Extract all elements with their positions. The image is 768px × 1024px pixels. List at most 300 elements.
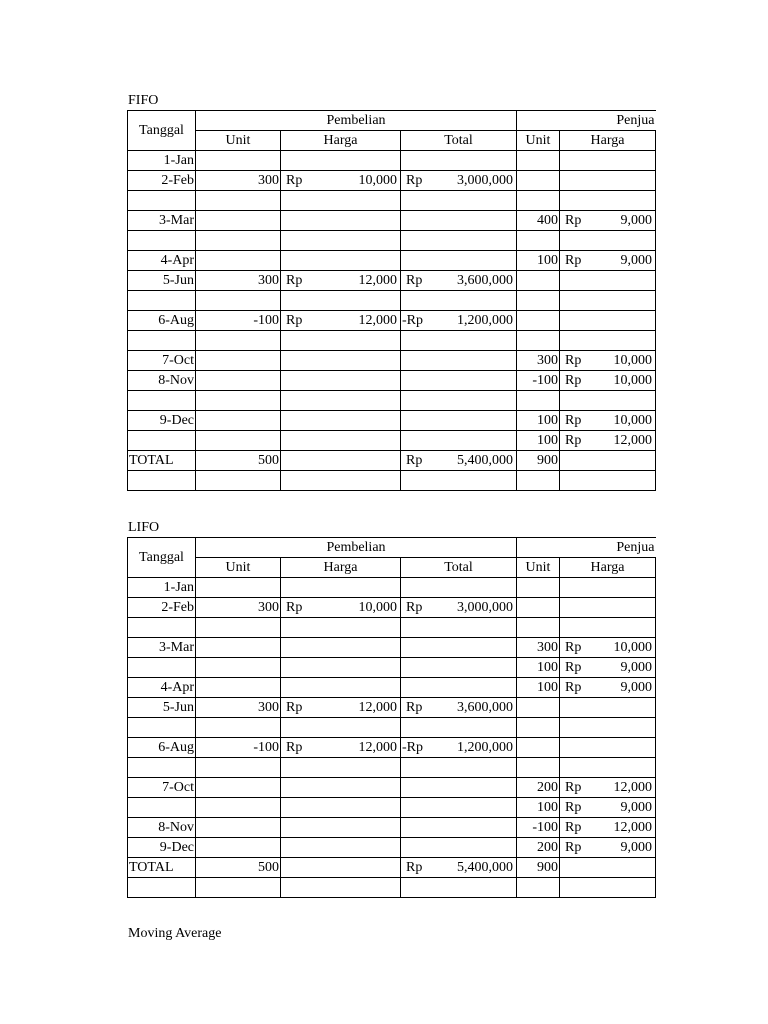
purchase-total-cell [401,351,517,371]
table-row [128,411,656,431]
table-row [128,471,656,491]
currency-label: Rp [286,740,303,755]
table-row [128,778,656,798]
sale-price-cell [560,838,656,858]
sale-unit-cell [517,191,560,211]
purchase-price-cell [281,151,401,171]
sale-unit-cell [517,331,560,351]
purchase-unit-cell [196,371,281,391]
table-row [128,618,656,638]
purchase-total-cell [401,878,517,898]
sale-price-cell [560,211,656,231]
date-cell [128,231,196,251]
purchase-total-cell [401,471,517,491]
currency-label: Rp [565,433,582,448]
purchase-unit-cell [196,638,281,658]
date-cell: 2-Feb [128,598,196,618]
header-total: Total [401,558,517,578]
purchase-total-cell [401,331,517,351]
amount-value: 12,000 [358,700,397,715]
currency-label: Rp [286,700,303,715]
purchase-unit-cell [196,151,281,171]
purchase-price-cell [281,251,401,271]
sale-unit-cell [517,878,560,898]
purchase-unit-cell: -100 [196,738,281,758]
date-cell: 9-Dec [128,411,196,431]
amount-value: 10,000 [613,640,652,655]
table-row [128,211,656,231]
date-cell: 3-Mar [128,211,196,231]
sale-unit-cell: 100 [517,798,560,818]
date-cell: 6-Aug [128,311,196,331]
amount-value: 12,000 [613,780,652,795]
amount-value: 10,000 [613,373,652,388]
purchase-unit-cell [196,191,281,211]
fifo-rows [128,151,656,491]
table-row [128,658,656,678]
amount-value: 12,000 [358,740,397,755]
purchase-price-cell [281,431,401,451]
date-cell: 3-Mar [128,638,196,658]
table-row [128,838,656,858]
lifo-title: LIFO [128,520,160,535]
purchase-price-cell [281,211,401,231]
purchase-total-cell [401,858,517,878]
date-cell [128,878,196,898]
amount-value: 5,400,000 [457,453,513,468]
purchase-total-cell [401,838,517,858]
table-row [128,331,656,351]
sale-price-cell [560,411,656,431]
purchase-price-cell [281,738,401,758]
purchase-total-cell [401,451,517,471]
sale-unit-cell: -100 [517,371,560,391]
currency-label: Rp [286,173,303,188]
sale-unit-cell [517,471,560,491]
sale-price-cell [560,598,656,618]
date-cell [128,391,196,411]
table-row [128,598,656,618]
purchase-price-cell [281,798,401,818]
purchase-unit-cell [196,618,281,638]
currency-label: Rp [565,840,582,855]
fifo-table [127,110,656,491]
table-row [128,351,656,371]
table-row [128,758,656,778]
purchase-price-cell [281,351,401,371]
purchase-unit-cell [196,391,281,411]
currency-label: Rp [406,600,423,615]
purchase-unit-cell: 300 [196,271,281,291]
sale-unit-cell: 400 [517,211,560,231]
purchase-price-cell [281,658,401,678]
purchase-total-cell [401,371,517,391]
purchase-price-cell [281,371,401,391]
currency-label: Rp [406,453,423,468]
purchase-price-cell [281,271,401,291]
header-penjualan: Penjua [517,538,656,558]
purchase-price-cell [281,818,401,838]
sale-price-cell [560,638,656,658]
purchase-price-cell [281,191,401,211]
sale-price-cell [560,391,656,411]
sale-price-cell [560,758,656,778]
table-row [128,678,656,698]
purchase-price-cell [281,758,401,778]
sale-unit-cell [517,758,560,778]
currency-label: Rp [565,820,582,835]
sale-price-cell [560,618,656,638]
date-cell: 2-Feb [128,171,196,191]
sale-unit-cell: 900 [517,858,560,878]
sale-price-cell [560,271,656,291]
purchase-total-cell [401,738,517,758]
moving-average-heading: Moving Average [128,926,222,941]
sale-unit-cell: 300 [517,638,560,658]
sale-unit-cell: 100 [517,658,560,678]
sale-unit-cell: 100 [517,411,560,431]
sale-price-cell [560,718,656,738]
lifo-table [127,537,656,898]
date-cell [128,618,196,638]
header-pembelian: Pembelian [196,111,517,131]
purchase-unit-cell [196,251,281,271]
purchase-total-cell [401,758,517,778]
amount-value: 3,600,000 [457,700,513,715]
purchase-unit-cell [196,758,281,778]
amount-value: 10,000 [613,413,652,428]
date-cell: 7-Oct [128,351,196,371]
sale-unit-cell [517,618,560,638]
sale-unit-cell [517,171,560,191]
purchase-unit-cell [196,718,281,738]
purchase-price-cell [281,778,401,798]
table-row [128,578,656,598]
amount-value: 1,200,000 [457,740,513,755]
sale-price-cell [560,251,656,271]
header-tanggal: Tanggal [128,111,196,151]
purchase-total-cell [401,718,517,738]
sale-unit-cell [517,291,560,311]
amount-value: 9,000 [620,660,652,675]
table-row [128,271,656,291]
header-pembelian: Pembelian [196,538,517,558]
table-row [128,798,656,818]
date-cell [128,718,196,738]
purchase-price-cell [281,698,401,718]
purchase-price-cell [281,311,401,331]
currency-label: Rp [286,600,303,615]
purchase-price-cell [281,291,401,311]
purchase-price-cell [281,451,401,471]
purchase-price-cell [281,638,401,658]
currency-label: Rp [565,660,582,675]
sale-unit-cell [517,391,560,411]
sale-price-cell [560,798,656,818]
purchase-unit-cell [196,818,281,838]
purchase-unit-cell [196,351,281,371]
sale-price-cell [560,151,656,171]
purchase-unit-cell: 300 [196,171,281,191]
sale-unit-cell [517,718,560,738]
amount-value: 5,400,000 [457,860,513,875]
date-cell: 5-Jun [128,698,196,718]
amount-value: 9,000 [620,253,652,268]
sale-price-cell [560,431,656,451]
table-row [128,878,656,898]
purchase-unit-cell: 300 [196,698,281,718]
sale-unit-cell: 100 [517,431,560,451]
date-cell [128,758,196,778]
purchase-unit-cell [196,778,281,798]
currency-label: Rp [565,413,582,428]
header-tanggal: Tanggal [128,538,196,578]
purchase-price-cell [281,391,401,411]
purchase-price-cell [281,578,401,598]
sale-unit-cell: 100 [517,678,560,698]
currency-label: Rp [286,273,303,288]
purchase-total-cell [401,391,517,411]
date-cell [128,191,196,211]
table-row [128,151,656,171]
purchase-unit-cell [196,231,281,251]
purchase-price-cell [281,231,401,251]
amount-value: 10,000 [358,173,397,188]
currency-label: Rp [565,253,582,268]
sale-unit-cell [517,698,560,718]
sale-price-cell [560,291,656,311]
currency-label: -Rp [402,313,423,328]
amount-value: 9,000 [620,840,652,855]
purchase-total-cell [401,638,517,658]
purchase-unit-cell: -100 [196,311,281,331]
purchase-total-cell [401,698,517,718]
sale-price-cell [560,471,656,491]
date-cell [128,291,196,311]
amount-value: 12,000 [358,313,397,328]
header-sale-unit: Unit [517,558,560,578]
purchase-price-cell [281,678,401,698]
amount-value: 9,000 [620,800,652,815]
amount-value: 10,000 [358,600,397,615]
amount-value: 12,000 [358,273,397,288]
purchase-total-cell [401,311,517,331]
table-row [128,738,656,758]
header-unit: Unit [196,131,281,151]
purchase-total-cell [401,151,517,171]
amount-value: 10,000 [613,353,652,368]
purchase-price-cell [281,838,401,858]
sale-price-cell [560,331,656,351]
amount-value: 12,000 [613,820,652,835]
amount-value: 3,000,000 [457,173,513,188]
currency-label: Rp [565,373,582,388]
lifo-rows [128,578,656,898]
sale-price-cell [560,818,656,838]
purchase-total-cell [401,291,517,311]
table-row [128,191,656,211]
header-unit: Unit [196,558,281,578]
amount-value: 12,000 [613,433,652,448]
currency-label: Rp [286,313,303,328]
currency-label: Rp [406,173,423,188]
amount-value: 3,000,000 [457,600,513,615]
purchase-total-cell [401,211,517,231]
sale-price-cell [560,738,656,758]
purchase-unit-cell [196,471,281,491]
purchase-unit-cell [196,578,281,598]
sale-price-cell [560,371,656,391]
header-sale-unit: Unit [517,131,560,151]
currency-label: -Rp [402,740,423,755]
table-row [128,231,656,251]
table-row [128,311,656,331]
sale-price-cell [560,191,656,211]
date-cell: 9-Dec [128,838,196,858]
header-sale-harga: Harga [560,131,656,151]
purchase-unit-cell: 300 [196,598,281,618]
sale-unit-cell [517,598,560,618]
date-cell [128,658,196,678]
table-row [128,431,656,451]
currency-label: Rp [406,860,423,875]
date-cell [128,431,196,451]
sale-price-cell [560,858,656,878]
purchase-price-cell [281,878,401,898]
fifo-title: FIFO [128,93,159,108]
table-row [128,391,656,411]
date-cell [128,331,196,351]
purchase-total-cell [401,411,517,431]
table-row [128,638,656,658]
date-cell: 7-Oct [128,778,196,798]
purchase-total-cell [401,171,517,191]
purchase-price-cell [281,618,401,638]
sale-price-cell [560,451,656,471]
sale-price-cell [560,698,656,718]
date-cell: 8-Nov [128,818,196,838]
purchase-total-cell [401,271,517,291]
currency-label: Rp [406,273,423,288]
sale-price-cell [560,678,656,698]
sale-price-cell [560,658,656,678]
purchase-price-cell [281,411,401,431]
table-row [128,818,656,838]
purchase-total-cell [401,598,517,618]
sale-unit-cell: 200 [517,838,560,858]
date-cell: TOTAL [128,858,196,878]
table-row [128,371,656,391]
table-row [128,171,656,191]
purchase-total-cell [401,678,517,698]
purchase-unit-cell [196,411,281,431]
purchase-unit-cell [196,798,281,818]
date-cell: 4-Apr [128,678,196,698]
sale-unit-cell [517,231,560,251]
date-cell: 8-Nov [128,371,196,391]
purchase-total-cell [401,191,517,211]
purchase-unit-cell [196,658,281,678]
purchase-price-cell [281,598,401,618]
purchase-unit-cell [196,431,281,451]
currency-label: Rp [406,700,423,715]
purchase-unit-cell [196,878,281,898]
currency-label: Rp [565,353,582,368]
date-cell [128,798,196,818]
table-row [128,858,656,878]
purchase-price-cell [281,718,401,738]
date-cell: 5-Jun [128,271,196,291]
header-harga: Harga [281,131,401,151]
table-row [128,451,656,471]
purchase-total-cell [401,431,517,451]
purchase-total-cell [401,778,517,798]
purchase-unit-cell: 500 [196,858,281,878]
header-total: Total [401,131,517,151]
purchase-unit-cell: 500 [196,451,281,471]
sale-unit-cell: 100 [517,251,560,271]
header-sale-harga: Harga [560,558,656,578]
currency-label: Rp [565,680,582,695]
table-row [128,251,656,271]
sale-unit-cell: -100 [517,818,560,838]
table-row [128,718,656,738]
sale-unit-cell: 300 [517,351,560,371]
sale-unit-cell [517,578,560,598]
sale-unit-cell [517,738,560,758]
purchase-price-cell [281,471,401,491]
purchase-price-cell [281,331,401,351]
sale-unit-cell [517,271,560,291]
purchase-unit-cell [196,211,281,231]
amount-value: 1,200,000 [457,313,513,328]
purchase-total-cell [401,658,517,678]
header-penjualan: Penjua [517,111,656,131]
purchase-total-cell [401,231,517,251]
sale-price-cell [560,231,656,251]
date-cell: 6-Aug [128,738,196,758]
purchase-unit-cell [196,838,281,858]
purchase-price-cell [281,171,401,191]
sale-price-cell [560,171,656,191]
sale-price-cell [560,578,656,598]
amount-value: 9,000 [620,680,652,695]
sale-unit-cell: 200 [517,778,560,798]
amount-value: 9,000 [620,213,652,228]
currency-label: Rp [565,213,582,228]
purchase-total-cell [401,818,517,838]
currency-label: Rp [565,780,582,795]
sale-unit-cell: 900 [517,451,560,471]
purchase-total-cell [401,578,517,598]
sale-price-cell [560,778,656,798]
date-cell: 4-Apr [128,251,196,271]
purchase-unit-cell [196,331,281,351]
sale-unit-cell [517,151,560,171]
sale-price-cell [560,311,656,331]
date-cell: TOTAL [128,451,196,471]
purchase-unit-cell [196,291,281,311]
sale-price-cell [560,351,656,371]
date-cell: 1-Jan [128,578,196,598]
purchase-total-cell [401,251,517,271]
date-cell: 1-Jan [128,151,196,171]
header-harga: Harga [281,558,401,578]
sale-unit-cell [517,311,560,331]
purchase-price-cell [281,858,401,878]
purchase-total-cell [401,618,517,638]
currency-label: Rp [565,640,582,655]
